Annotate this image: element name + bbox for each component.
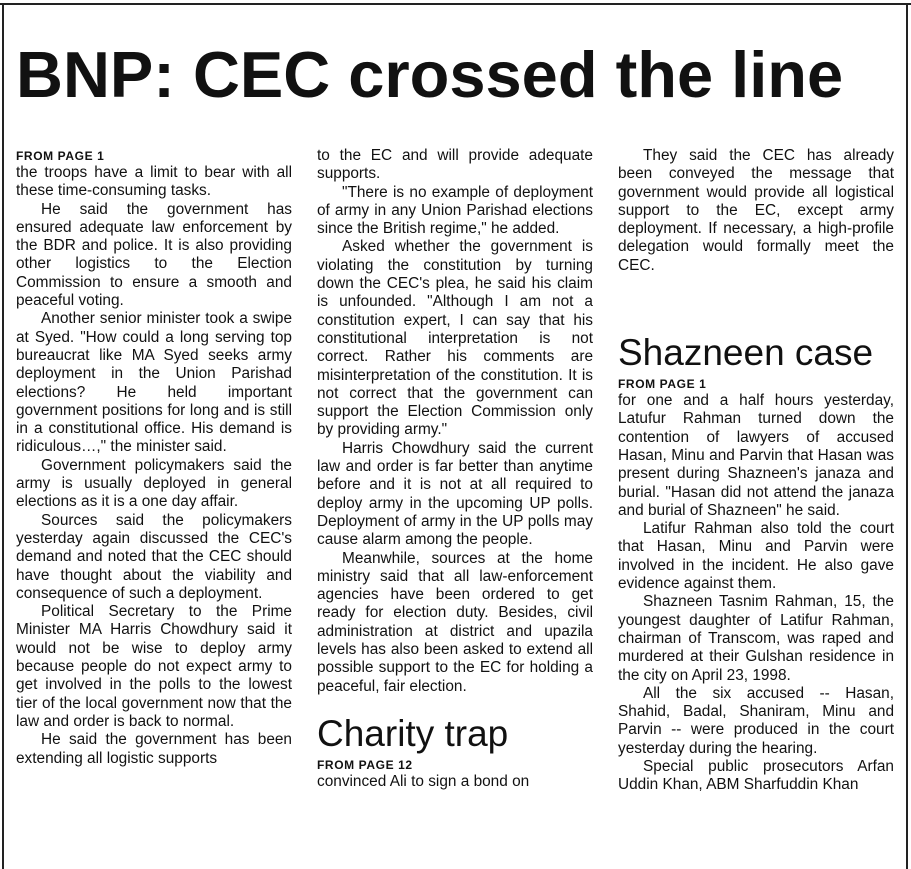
- top-rule: [0, 3, 911, 5]
- paragraph: Government policymakers said the army is usually deployed in general elections as it is a one day affair.: [16, 456, 292, 511]
- paragraph: Latifur Rahman also told the court that Hasan, Minu and Parvin were involved in the incident. He also gave evidence against them.: [618, 520, 894, 593]
- paragraph: Sources said the policymakers yesterday again discussed the CEC's demand and noted that the CEC should have thought about the viability and consequence of such a deployment.: [16, 511, 292, 602]
- shazneen-case-headline: Shazneen case: [618, 332, 874, 374]
- paragraph: He said the government has ensured adequate law enforcement by the BDR and police. It is also providing other logistics to the Election Commission to ensure a smooth and peaceful voting.: [16, 200, 292, 310]
- paragraph: Harris Chowdhury said the current law and order is far better than anytime before and it is not at all required to deploy army in the upcoming UP polls. Deployment of army in the UP polls may cause alarm among the people.: [317, 439, 593, 549]
- paragraph: All the six accused -- Hasan, Shahid, Badal, Shaniram, Minu and Parvin -- were produced in the court yesterday during the hearing.: [618, 684, 894, 757]
- paragraph: convinced Ali to sign a bond on: [317, 772, 530, 790]
- paragraph: Shazneen Tasnim Rahman, 15, the youngest daughter of Latifur Rahman, chairman of Transcom, was raped and murdered at their Gulshan residence in the city on April 23, 1998.: [618, 593, 894, 684]
- paragraph: "There is no example of deployment of army in any Union Parishad elections since the British regime," he added.: [317, 183, 593, 238]
- continuation-kicker: FROM PAGE 1: [618, 377, 707, 392]
- paragraph: Special public prosecutors Arfan Uddin Khan, ABM Sharfuddin Khan: [618, 758, 894, 794]
- left-rule: [2, 3, 4, 869]
- paragraph: They said the CEC has already been conveyed the message that government would provide all logistical support to the EC, except army deployment. If necessary, a high-profile delegation would formally meet the CEC.: [618, 147, 894, 274]
- headline: BNP: CEC crossed the line: [16, 38, 844, 111]
- paragraph: Another senior minister took a swipe at Syed. "How could a long serving top bureaucrat like MA Syed seeks army deployment in the Union Parishad elections? He held important government positions for long and is still in a constitutional office. His demand is ridiculous…," the minister said.: [16, 310, 292, 456]
- paragraph: Meanwhile, sources at the home ministry said that all law-enforcement agencies have been ordered to get ready for election duty. Besides, civil administration at district and upazila levels has also been asked to extend all possible support to the EC for holding a peaceful, fair election.: [317, 549, 593, 695]
- paragraph: Political Secretary to the Prime Minister MA Harris Chowdhury said it would not be wise to deploy army because people do not expect army to get involved in the polls to the lowest tier of the local government now that the law and order is back to normal.: [16, 603, 292, 730]
- right-rule: [906, 3, 908, 869]
- article-column-1: [16, 147, 292, 768]
- paragraph: the troops have a limit to bear with all these time-consuming tasks.: [16, 164, 292, 200]
- article-column-3: [618, 147, 894, 795]
- charity-trap-headline: Charity trap: [317, 712, 509, 754]
- paragraph: Asked whether the government is violating the constitution by turning down the CEC's plea, he said his claim is unfounded. "Although I am not a constitution expert, I can say that his constitutional interpretation is not correct. Rather his comments are misinterpretation of the constitution. It is not correct that the government can support the Election Commission only by providing army.": [317, 238, 593, 439]
- continuation-kicker: FROM PAGE 12: [317, 757, 413, 772]
- article-column-2: [317, 147, 593, 791]
- paragraph: for one and a half hours yesterday, Latufur Rahman turned down the contention of lawyers of accused Hasan, Minu and Parvin that Hasan was present during Shazneen's janaza and burial. "Hasan did not attend the janaza and burial of Shazneen" he said.: [618, 392, 894, 519]
- continuation-kicker: FROM PAGE 1: [16, 149, 105, 163]
- paragraph: to the EC and will provide adequate supports.: [317, 147, 593, 183]
- paragraph: He said the government has been extending all logistic supports: [16, 731, 292, 767]
